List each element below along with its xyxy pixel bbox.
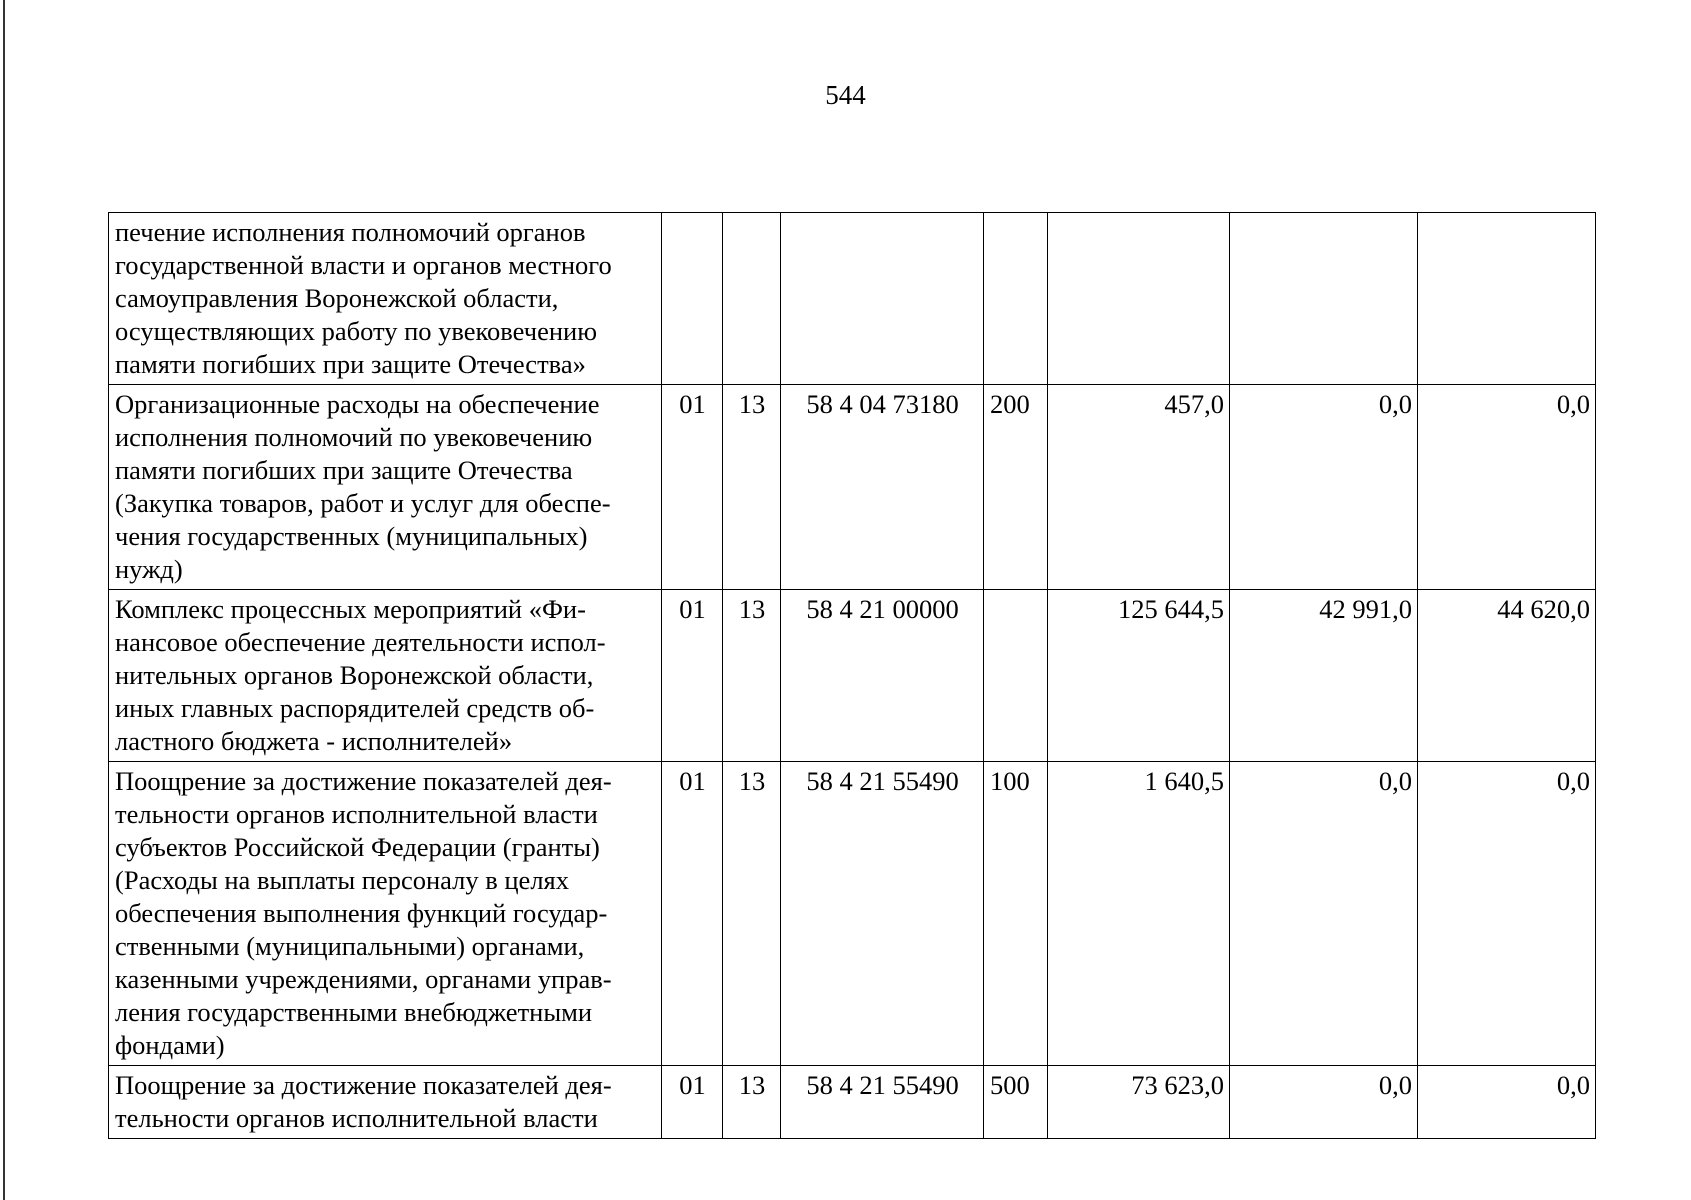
table-row [109,213,1596,385]
expense-type-cell: 500 [984,1066,1048,1139]
amount-year1-cell [1048,213,1230,385]
table-row [109,385,1596,590]
expense-type-cell [984,213,1048,385]
section-code-cell: 01 [662,590,723,762]
amount-year3-cell [1418,213,1596,385]
expense-type-cell: 200 [984,385,1048,590]
amount-year3-cell: 44 620,0 [1418,590,1596,762]
subsection-code-cell: 13 [723,385,781,590]
expense-type-cell [984,590,1048,762]
subsection-code-cell: 13 [723,590,781,762]
section-code-cell: 01 [662,1066,723,1139]
table-row [109,1066,1596,1139]
subsection-code-cell: 13 [723,1066,781,1139]
expense-name-cell: Комплекс процессных мероприятий «Фи- нансовое обеспечение деятельности испол- нительных органов Воронежской области, иных главных распорядителей средств об- ластного бюджета - исполнителей» [109,590,662,762]
page-number: 544 [825,80,866,110]
amount-year2-cell: 42 991,0 [1230,590,1418,762]
expense-name-cell: Поощрение за достижение показателей дея- тельности органов исполнительной власти субъектов Российской Федерации (гранты) (Расходы на выплаты персоналу в целях обеспечения выполнения функций государ- ственными (муниципальными) органами, казенными учреждениями, органами управ- ления государственными внебюджетными фондами) [109,762,662,1066]
subsection-code-cell: 13 [723,762,781,1066]
table-row [109,590,1596,762]
target-article-cell: 58 4 04 73180 [781,385,984,590]
section-code-cell [662,213,723,385]
subsection-code-cell [723,213,781,385]
amount-year1-cell: 125 644,5 [1048,590,1230,762]
amount-year1-cell: 457,0 [1048,385,1230,590]
expense-name-cell: печение исполнения полномочий органов государственной власти и органов местного самоуправления Воронежской области, осуществляющих работу по увековечению памяти погибших при защите Отечества» [109,213,662,385]
table-row [109,762,1596,1066]
amount-year3-cell: 0,0 [1418,762,1596,1066]
expense-name-cell: Поощрение за достижение показателей дея- тельности органов исполнительной власти [109,1066,662,1139]
budget-table [108,212,1596,1139]
target-article-cell: 58 4 21 00000 [781,590,984,762]
amount-year2-cell: 0,0 [1230,1066,1418,1139]
amount-year3-cell: 0,0 [1418,385,1596,590]
amount-year3-cell: 0,0 [1418,1066,1596,1139]
target-article-cell: 58 4 21 55490 [781,762,984,1066]
target-article-cell [781,213,984,385]
amount-year1-cell: 1 640,5 [1048,762,1230,1066]
target-article-cell: 58 4 21 55490 [781,1066,984,1139]
amount-year2-cell: 0,0 [1230,385,1418,590]
section-code-cell: 01 [662,762,723,1066]
amount-year2-cell [1230,213,1418,385]
amount-year1-cell: 73 623,0 [1048,1066,1230,1139]
expense-name-cell: Организационные расходы на обеспечение исполнения полномочий по увековечению памяти погибших при защите Отечества (Закупка товаров, работ и услуг для обеспе- чения государственных (муниципальных) нужд) [109,385,662,590]
section-code-cell: 01 [662,385,723,590]
expense-type-cell: 100 [984,762,1048,1066]
page-edge-line [3,0,5,1200]
amount-year2-cell: 0,0 [1230,762,1418,1066]
